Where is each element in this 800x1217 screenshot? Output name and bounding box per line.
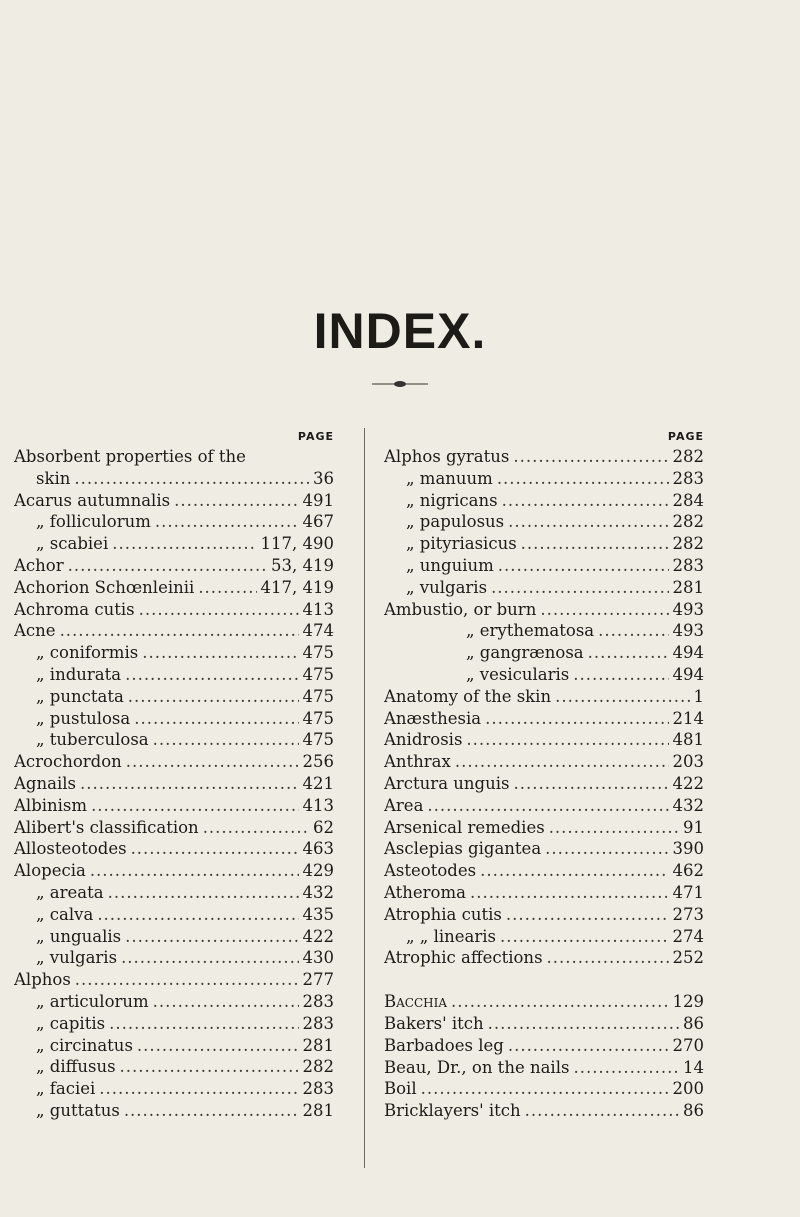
index-term: „ scabiei (36, 534, 109, 554)
leader-dots (513, 446, 668, 468)
page-number: 474 (302, 621, 334, 641)
index-term: Alphos gyratus (384, 447, 510, 466)
page-number: 417, 419 (260, 577, 334, 597)
page-number: 281 (302, 1035, 334, 1055)
page-number: 493 (672, 599, 704, 619)
page-column-header: PAGE (667, 430, 704, 443)
index-entry (384, 926, 704, 948)
index-term: Allosteotodes (14, 839, 127, 859)
leader-dots (121, 947, 298, 969)
index-term: Achroma cutis (14, 599, 135, 619)
index-term: Acrochordon (14, 752, 122, 772)
index-entry (384, 1035, 704, 1057)
index-entry (14, 446, 334, 468)
index-term: „ erythematosa (466, 621, 595, 641)
index-entry (384, 991, 704, 1013)
index-term: Anidrosis (384, 730, 463, 750)
index-entry (384, 490, 704, 512)
index-entry (384, 620, 704, 642)
leader-dots (75, 969, 299, 991)
leader-dots (125, 926, 298, 948)
index-entry (384, 773, 704, 795)
page-number: 53, 419 (271, 555, 334, 575)
page-number: 62 (313, 817, 334, 837)
leader-dots (455, 751, 669, 773)
leader-dots (521, 533, 669, 555)
index-entry (14, 969, 334, 991)
leader-dots (99, 1078, 298, 1100)
page-number: 283 (302, 991, 334, 1011)
page-number: 282 (302, 1057, 334, 1077)
page-number: 283 (672, 468, 704, 488)
index-entry (14, 860, 334, 882)
index-entry (14, 729, 334, 751)
index-entry (14, 947, 334, 969)
index-entry (384, 599, 704, 621)
index-entry (14, 1035, 334, 1057)
index-term: Atrophic affections (384, 948, 543, 968)
index-entry (14, 577, 334, 599)
page-number: 283 (672, 555, 704, 575)
leader-dots (488, 1013, 679, 1035)
leader-dots (549, 817, 679, 839)
index-entry (14, 926, 334, 948)
leader-dots (153, 729, 299, 751)
index-term: „ unguium (406, 555, 494, 575)
leader-dots (131, 838, 299, 860)
page-number: 413 (302, 795, 334, 815)
index-term: Bacchia (384, 992, 448, 1012)
index-term: Anatomy of the skin (384, 686, 552, 706)
leader-dots (491, 577, 668, 599)
index-entry (384, 817, 704, 839)
index-entry (384, 795, 704, 817)
index-entry (384, 1057, 704, 1079)
page-number: 117, 490 (260, 534, 334, 554)
index-entry (14, 642, 334, 664)
ornament-divider (372, 380, 428, 388)
page-number: 273 (672, 904, 704, 924)
index-entry (14, 599, 334, 621)
leader-dots (573, 664, 668, 686)
leader-dots (540, 599, 668, 621)
index-entry (14, 620, 334, 642)
index-term: Absorbent properties of the (14, 447, 246, 466)
page-number: 475 (302, 708, 334, 728)
leader-dots (470, 882, 669, 904)
page-number: 283 (302, 1079, 334, 1099)
index-entry (14, 686, 334, 708)
leader-dots (97, 904, 298, 926)
leader-dots (555, 686, 689, 708)
index-entry (14, 490, 334, 512)
index-term: „ punctata (36, 686, 124, 706)
index-entry (14, 1078, 334, 1100)
index-term: „ articulorum (36, 991, 149, 1011)
page-number: 270 (672, 1035, 704, 1055)
index-term: „ pityriasicus (406, 534, 517, 554)
page-number: 274 (672, 926, 704, 946)
leader-dots (91, 795, 298, 817)
page-number: 467 (302, 512, 334, 532)
index-column-right (384, 428, 704, 1122)
index-term: „ gangrænosa (466, 643, 584, 663)
leader-dots (498, 555, 669, 577)
page-number: 481 (672, 730, 704, 750)
index-term: Atheroma (384, 882, 466, 902)
page-number: 277 (302, 970, 334, 990)
index-term: „ capitis (36, 1013, 106, 1033)
index-term: Achorion Schœnleinii (14, 577, 195, 597)
index-entry (14, 511, 334, 533)
index-entry (384, 860, 704, 882)
leader-dots (112, 533, 256, 555)
page-number: 432 (672, 795, 704, 815)
index-entry (384, 555, 704, 577)
index-entry (384, 838, 704, 860)
page-number: 282 (672, 447, 704, 466)
leader-dots (513, 773, 668, 795)
leader-dots (80, 773, 299, 795)
page-number: 1 (693, 686, 704, 706)
leader-dots (545, 838, 668, 860)
page-number: 413 (302, 599, 334, 619)
leader-dots (153, 991, 299, 1013)
index-entry (384, 708, 704, 730)
leader-dots (139, 599, 299, 621)
index-term: Albinism (14, 795, 88, 815)
index-term: „ tuberculosa (36, 730, 149, 750)
index-term: Asteotodes (384, 861, 477, 881)
index-term: skin (36, 468, 71, 488)
index-term: „ circinatus (36, 1035, 133, 1055)
index-term: Alibert's classification (14, 817, 199, 837)
page-number: 390 (672, 839, 704, 859)
index-entry (14, 991, 334, 1013)
index-term: „ calva (36, 904, 94, 924)
index-entry (14, 904, 334, 926)
page-number: 284 (672, 490, 704, 510)
index-entry (14, 1056, 334, 1078)
index-entry (384, 642, 704, 664)
leader-dots (451, 991, 668, 1013)
index-term: „ vesicularis (466, 664, 570, 684)
page-number: 494 (672, 664, 704, 684)
page-number: 475 (302, 643, 334, 663)
page-number: 283 (302, 1013, 334, 1033)
index-entry (384, 686, 704, 708)
page-number: 432 (302, 882, 334, 902)
index-term: Anæsthesia (384, 708, 482, 728)
leader-dots (508, 511, 668, 533)
page-number: 475 (302, 730, 334, 750)
index-term: Bricklayers' itch (384, 1101, 521, 1121)
index-entry (384, 1013, 704, 1035)
index-term: „ coniformis (36, 643, 139, 663)
index-term: „ guttatus (36, 1100, 120, 1120)
leader-dots (134, 708, 298, 730)
index-entry (14, 751, 334, 773)
index-term: Acarus autumnalis (14, 490, 171, 510)
index-term: Anthrax (384, 752, 451, 772)
index-term: „ pustulosa (36, 708, 131, 728)
leader-dots (480, 860, 668, 882)
leader-dots (497, 468, 669, 490)
page-number: 463 (302, 839, 334, 859)
leader-dots (126, 751, 299, 773)
index-term: Beau, Dr., on the nails (384, 1057, 570, 1077)
index-term: Agnails (14, 773, 76, 793)
index-term: „ „ linearis (406, 926, 497, 946)
index-term: „ papulosus (406, 512, 505, 532)
index-term: „ ungualis (36, 926, 122, 946)
index-column-left (14, 428, 334, 1122)
page-number: 86 (683, 1101, 704, 1121)
index-entry (384, 511, 704, 533)
leader-dots (203, 817, 309, 839)
index-term: „ vulgaris (406, 577, 488, 597)
index-term: Arsenical remedies (384, 817, 545, 837)
index-term: Alopecia (14, 861, 86, 881)
index-entry (384, 882, 704, 904)
leader-dots (108, 882, 299, 904)
page-number: 14 (683, 1057, 704, 1077)
index-entry (14, 1100, 334, 1122)
leader-dots (588, 642, 669, 664)
leader-dots (547, 947, 669, 969)
leader-dots (142, 642, 298, 664)
index-term: „ areata (36, 882, 104, 902)
page-number: 256 (302, 752, 334, 772)
index-term: „ folliculorum (36, 512, 151, 532)
page-number: 281 (302, 1100, 334, 1120)
leader-dots (155, 511, 299, 533)
index-entry (384, 577, 704, 599)
page-number: 471 (672, 882, 704, 902)
index-term: Asclepias gigantea (384, 839, 542, 859)
leader-dots (427, 795, 668, 817)
index-entry (384, 468, 704, 490)
index-entry (14, 708, 334, 730)
index-term: Arctura unguis (384, 773, 510, 793)
index-term: Area (384, 795, 424, 815)
leader-dots (421, 1078, 669, 1100)
index-entry (14, 468, 334, 490)
page-number: 475 (302, 686, 334, 706)
index-entry (384, 904, 704, 926)
leader-dots (60, 620, 299, 642)
leader-dots (90, 860, 299, 882)
page-number: 493 (672, 621, 704, 641)
leader-dots (174, 490, 298, 512)
leader-dots (466, 729, 668, 751)
index-entry (384, 1100, 704, 1122)
page-number: 86 (683, 1013, 704, 1033)
index-entry (14, 838, 334, 860)
page-number: 282 (672, 512, 704, 532)
column-divider (364, 428, 365, 1168)
index-term: „ manuum (406, 468, 493, 488)
index-entry (14, 533, 334, 555)
index-term: „ faciei (36, 1079, 96, 1099)
leader-dots (506, 904, 669, 926)
index-term: Achor (14, 555, 64, 575)
leader-dots (508, 1035, 669, 1057)
page-number: 462 (672, 861, 704, 881)
page-number: 282 (672, 534, 704, 554)
index-entry (14, 664, 334, 686)
index-entry (384, 664, 704, 686)
index-term: „ diffusus (36, 1057, 116, 1077)
index-entry (384, 533, 704, 555)
page-number: 91 (683, 817, 704, 837)
index-entry (384, 729, 704, 751)
page-number: 214 (672, 708, 704, 728)
index-term: Boil (384, 1079, 417, 1099)
leader-dots (137, 1035, 299, 1057)
leader-dots (598, 620, 668, 642)
entry-list (384, 446, 704, 1122)
page-number: 422 (672, 773, 704, 793)
index-entry (14, 882, 334, 904)
page-number: 422 (302, 926, 334, 946)
leader-dots (500, 926, 668, 948)
index-entry (14, 1013, 334, 1035)
index-entry (384, 947, 704, 969)
leader-dots (68, 555, 267, 577)
index-term: Ambustio, or burn (384, 599, 537, 619)
leader-dots (573, 1057, 679, 1079)
page-number: 200 (672, 1079, 704, 1099)
page-number: 430 (302, 948, 334, 968)
index-entry (14, 817, 334, 839)
page-column-header: PAGE (297, 430, 334, 443)
leader-dots (485, 708, 668, 730)
leader-dots (120, 1056, 299, 1078)
index-term: „ vulgaris (36, 948, 118, 968)
index-term: Acne (14, 621, 56, 641)
page-number: 475 (302, 664, 334, 684)
leader-dots (502, 490, 669, 512)
entry-list (14, 446, 334, 1122)
page-number: 429 (302, 861, 334, 881)
leader-dots (124, 1100, 299, 1122)
index-term: Barbadoes leg (384, 1035, 504, 1055)
page-number: 36 (313, 468, 334, 488)
index-term: „ indurata (36, 664, 122, 684)
leader-dots (109, 1013, 298, 1035)
leader-dots (128, 686, 299, 708)
page-number: 281 (672, 577, 704, 597)
page-number: 491 (302, 490, 334, 510)
page-number: 203 (672, 752, 704, 772)
index-entry (14, 773, 334, 795)
leader-dots (525, 1100, 679, 1122)
index-term: Alphos (14, 970, 71, 990)
index-entry (384, 446, 704, 468)
page-title: INDEX. (313, 303, 487, 359)
leader-dots (198, 577, 256, 599)
page-number: 494 (672, 643, 704, 663)
index-term: Bakers' itch (384, 1013, 484, 1033)
index-entry (384, 1078, 704, 1100)
leader-dots (125, 664, 298, 686)
page-number: 421 (302, 773, 334, 793)
index-term: Atrophia cutis (384, 904, 502, 924)
leader-dots (74, 468, 309, 490)
index-term: „ nigricans (406, 490, 498, 510)
index-entry (14, 795, 334, 817)
index-entry (384, 751, 704, 773)
page-number: 435 (302, 904, 334, 924)
page-number: 252 (672, 948, 704, 968)
page-number: 129 (672, 992, 704, 1012)
index-entry (14, 555, 334, 577)
